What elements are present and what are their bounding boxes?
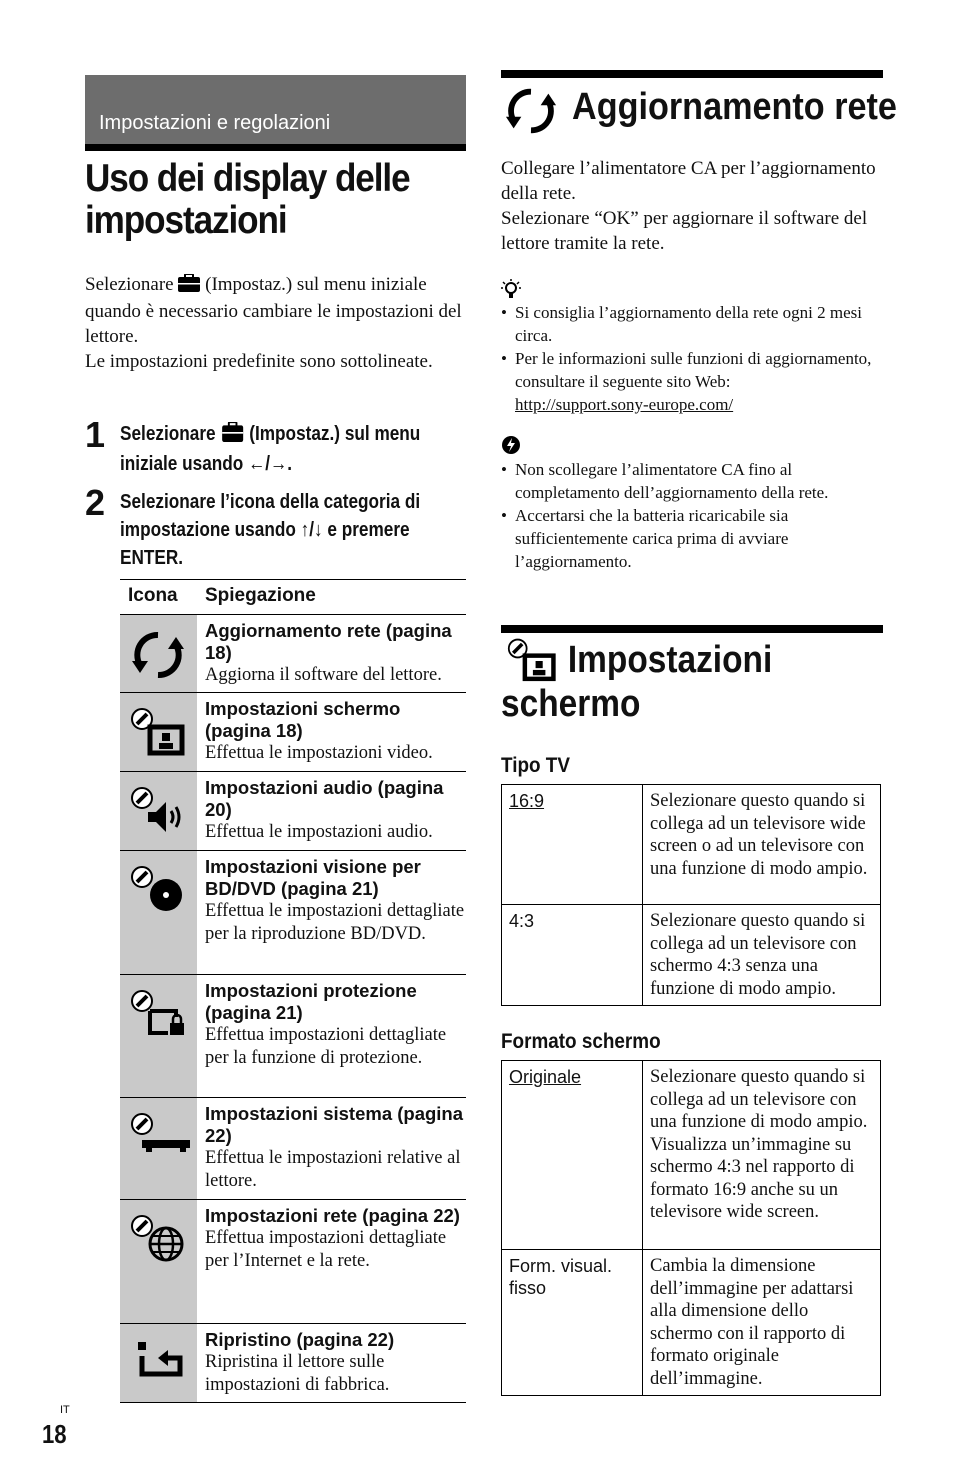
formato-schermo-table [501, 1060, 881, 1396]
page-title: Uso dei display delle impostazioni [85, 157, 410, 242]
toolbox-icon [220, 422, 244, 450]
row-title: Impostazioni protezione (pagina 21) [205, 980, 417, 1023]
desc-cell [205, 772, 466, 848]
option-desc: Selezionare questo quando si collega ad un televisore con una funzione di modo ampio. Visualizza un’immagine su schermo 4:3 nel rapporto di formato 16:9 anche su un televisore wide screen. [643, 1061, 881, 1250]
table-row [120, 615, 466, 693]
system-settings-icon [128, 1110, 192, 1166]
tipo-tv-table [501, 784, 881, 1006]
section-tab-label: Impostazioni e regolazioni [99, 112, 331, 134]
row-desc: Effettua impostazioni dettagliate per l’Internet e la rete. [205, 1228, 447, 1271]
parental-lock-icon [128, 987, 188, 1043]
screen-settings-icon [128, 705, 188, 761]
audio-settings-icon [128, 784, 188, 840]
notes-list [501, 458, 886, 573]
desc-cell [205, 615, 466, 691]
heading-rule [501, 70, 883, 78]
step-number: 2 [85, 482, 106, 523]
row-title: Impostazioni audio (pagina 20) [205, 777, 444, 820]
icon-cell [120, 1200, 197, 1323]
header-icona: Icona [128, 585, 178, 606]
table-row [502, 1250, 881, 1396]
tips-list [501, 301, 886, 416]
language-code: IT [60, 1404, 70, 1416]
table-row [120, 1098, 466, 1200]
desc-cell [205, 851, 466, 949]
page-number: 18 [42, 1419, 67, 1449]
table-header [120, 579, 466, 615]
option-key [502, 905, 643, 1006]
row-desc: Effettua le impostazioni video. [205, 743, 433, 763]
row-desc: Effettua le impostazioni relative al lettore. [205, 1148, 461, 1191]
step2-line3: ENTER. [120, 547, 184, 569]
heading-rule [501, 625, 883, 633]
tip-text: Per le informazioni sulle funzioni di aggiornamento, consultare il seguente sito Web: [515, 349, 872, 391]
icon-cell [120, 615, 197, 692]
option-key [502, 1250, 643, 1396]
row-desc: Effettua le impostazioni audio. [205, 822, 433, 842]
list-item: • Si consiglia l’aggiornamento della rete ogni 2 mesi circa. [501, 301, 886, 347]
icon-cell [120, 772, 197, 850]
option-key-label: 4:3 [509, 911, 535, 931]
aggiornamento-heading: Aggiornamento rete [572, 86, 897, 128]
icon-cell [120, 1098, 197, 1199]
formato-schermo-heading: Formato schermo [501, 1030, 661, 1053]
intro-text [85, 272, 465, 374]
list-item: • Accertarsi che la batteria ricaricabile sia sufficientemente carica prima di avviare l’aggiornamento. [501, 504, 886, 573]
row-title: Aggiornamento rete (pagina 18) [205, 620, 452, 663]
network-update-icon [502, 84, 560, 143]
aggiornamento-line2: Selezionare “OK” per aggiornare il software del lettore tramite la rete. [501, 208, 868, 254]
schermo-heading-line1: Impostazioni [567, 639, 773, 681]
list-item: • Non scollegare l’alimentatore CA fino al completamento dell’aggiornamento della rete. [501, 458, 886, 504]
network-update-icon [128, 627, 188, 683]
table-row [120, 851, 466, 975]
option-key-label: 16:9 [509, 791, 545, 811]
option-desc: Selezionare questo quando si collega ad un televisore wide screen o ad un televisore con una funzione di modo ampio. [643, 785, 881, 905]
table-row [502, 1061, 881, 1250]
step1-line1-after: (Impostaz.) sul menu [249, 423, 421, 445]
aggiornamento-body [501, 156, 886, 256]
section-tab [85, 75, 466, 144]
table-row [502, 905, 881, 1006]
option-desc: Selezionare questo quando si collega ad un televisore con schermo 4:3 senza una funzione di modo ampio. [643, 905, 881, 1006]
row-desc: Aggiorna il software del lettore. [205, 665, 442, 685]
table-row [120, 1324, 466, 1403]
step1-line2: iniziale usando ←/→. [120, 453, 293, 475]
option-key [502, 1061, 643, 1250]
table-row [120, 1200, 466, 1324]
network-settings-icon [128, 1212, 188, 1268]
settings-icon-table [120, 579, 466, 1403]
intro-line2: Le impostazioni predefinite sono sottolineate. [85, 351, 433, 372]
step-text [120, 420, 421, 478]
option-key-label: Originale [509, 1067, 582, 1087]
desc-cell [205, 693, 466, 769]
intro-after-icon: (Impostaz.) sul menu iniziale quando è necessario cambiare le impostazioni del lettore. [85, 274, 462, 347]
desc-cell [205, 1098, 466, 1196]
disc-settings-icon [128, 863, 188, 919]
step-number: 1 [85, 414, 106, 455]
icon-cell [120, 975, 197, 1097]
icon-cell [120, 693, 197, 771]
row-title: Impostazioni sistema (pagina 22) [205, 1103, 464, 1146]
header-spiegazione: Spiegazione [205, 585, 316, 606]
desc-cell [205, 975, 466, 1073]
row-title: Ripristino (pagina 22) [205, 1329, 395, 1350]
tipo-tv-heading: Tipo TV [501, 754, 570, 777]
desc-cell [205, 1200, 466, 1276]
reset-icon [128, 1336, 188, 1392]
step1-before-icon: Selezionare [120, 423, 216, 445]
icon-cell [120, 1324, 197, 1402]
intro-before-icon: Selezionare [85, 274, 174, 295]
step2-line1: Selezionare l’icona della categoria di [120, 491, 421, 513]
step-text [120, 488, 421, 572]
toolbox-icon [178, 274, 200, 299]
option-key [502, 785, 643, 905]
table-row [120, 693, 466, 772]
table-row [502, 785, 881, 905]
section-rule [85, 144, 466, 151]
icon-cell [120, 851, 197, 974]
list-item [501, 347, 886, 416]
desc-cell [205, 1324, 466, 1400]
table-row [120, 772, 466, 851]
row-desc: Ripristina il lettore sulle impostazioni di fabbrica. [205, 1352, 390, 1395]
aggiornamento-line1: Collegare l’alimentatore CA per l’aggiornamento della rete. [501, 158, 876, 204]
row-title: Impostazioni schermo (pagina 18) [205, 698, 401, 741]
option-key-label: Form. visual. fisso [509, 1256, 613, 1298]
note-icon [501, 435, 521, 460]
step2-line2: impostazione usando ↑/↓ e premere [120, 519, 410, 541]
schermo-heading-line2: schermo [501, 683, 641, 725]
row-title: Impostazioni visione per BD/DVD (pagina 21) [205, 856, 421, 899]
schermo-heading [501, 638, 853, 726]
table-row [120, 975, 466, 1098]
row-title: Impostazioni rete (pagina 22) [205, 1205, 460, 1226]
row-desc: Effettua le impostazioni dettagliate per la riproduzione BD/DVD. [205, 901, 465, 944]
support-url-link[interactable]: http://support.sony-europe.com/ [515, 395, 734, 414]
option-desc: Cambia la dimensione dell’immagine per adattarsi alla dimensione dello schermo con il rapporto di formato originale dell’immagine. [643, 1250, 881, 1396]
row-desc: Effettua impostazioni dettagliate per la funzione di protezione. [205, 1025, 447, 1068]
